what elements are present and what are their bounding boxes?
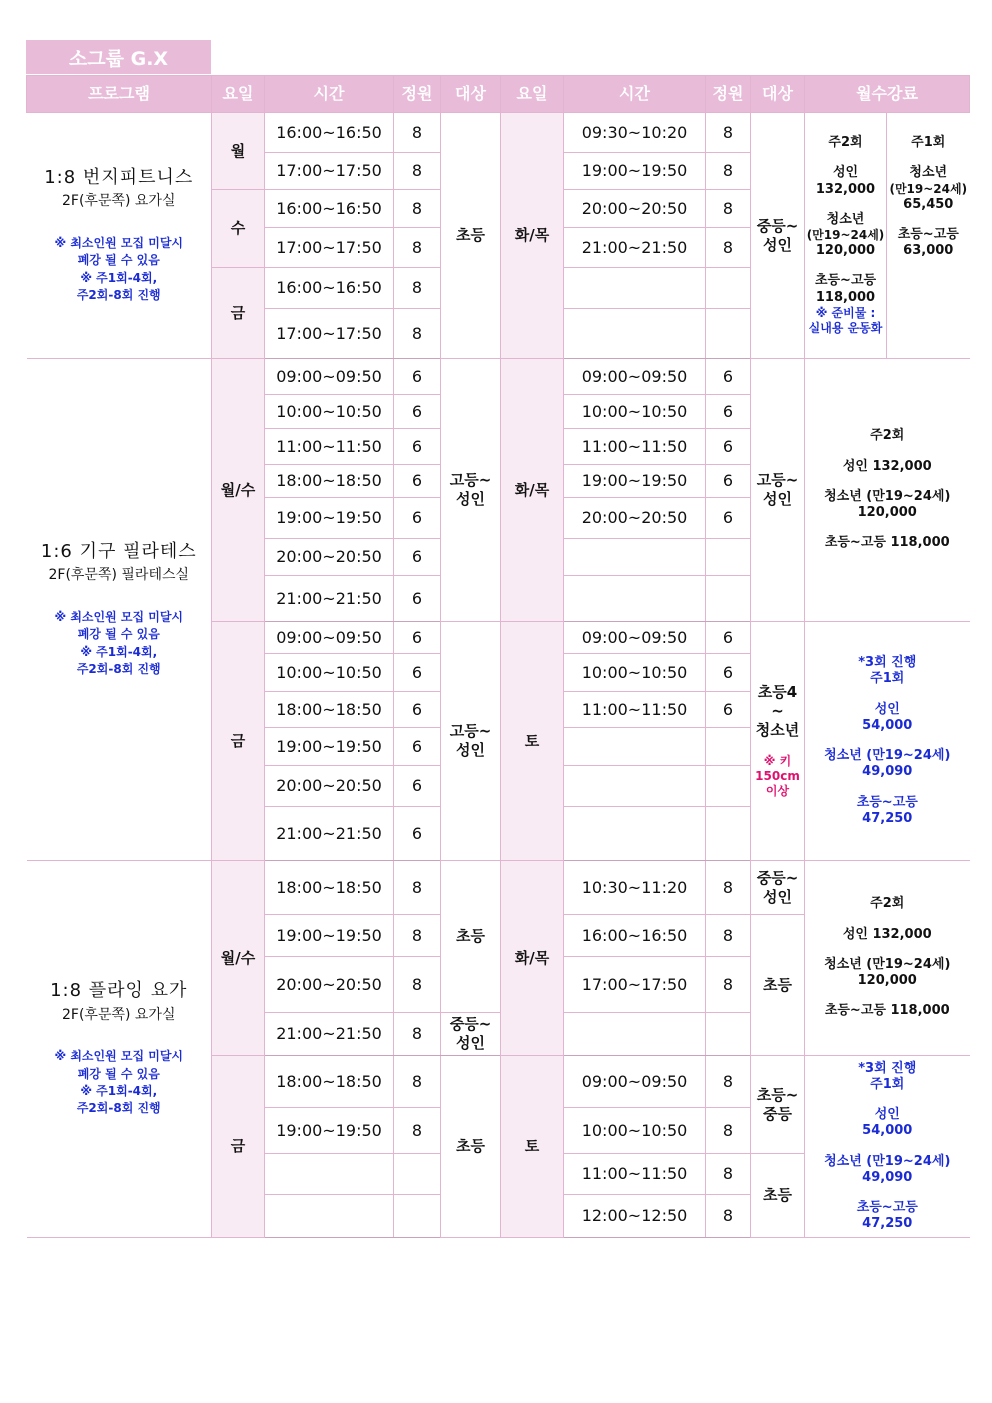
capacity-cell: 6 [706,395,751,429]
program-name: 1:8 플라잉 요가 [50,980,188,1002]
time-cell [564,268,706,309]
table-row [27,113,970,153]
target-cell [751,861,805,915]
program-note [27,609,212,679]
header-day-left: 요일 [212,76,265,113]
target-line: 중등~ [449,1015,492,1034]
time-cell: 16:00~16:50 [265,268,394,309]
target-line: 성인 [763,887,792,906]
time-cell: 09:00~09:50 [564,359,706,395]
capacity-cell [394,1195,441,1238]
page-title: 소그룹 G.X [26,40,211,74]
fee-line: 청소년 (만19~24세) [824,956,951,972]
target-cell [751,113,805,359]
height-note: 이상 [765,783,790,798]
program-location: 2F(후문쪽) 요가실 [62,193,176,210]
time-cell: 16:00~16:50 [265,190,394,228]
capacity-cell: 6 [394,539,441,576]
time-cell: 09:00~09:50 [265,359,394,395]
program-note [27,235,212,305]
time-cell: 09:00~09:50 [265,622,394,654]
time-cell: 10:30~11:20 [564,861,706,915]
note-line: 주2회-8회 진행 [76,1101,161,1116]
fee-line: (만19~24세) [889,181,968,196]
header-monthly-fee: 월수강료 [805,76,970,113]
target-cell [751,1056,805,1154]
program-name: 1:6 기구 필라테스 [40,540,197,562]
target-line: 고등~ [449,722,492,741]
fee-line: 49,090 [862,1169,913,1185]
time-cell: 17:00~17:50 [265,309,394,359]
header-time-left: 시간 [265,76,394,113]
time-cell: 21:00~21:50 [265,807,394,861]
note-line: ※ 최소인원 모집 미달시 [54,235,184,250]
capacity-cell: 8 [394,190,441,228]
capacity-cell: 8 [706,1195,751,1238]
fee-note: ※ 준비물 : [815,305,876,320]
capacity-cell: 8 [706,1154,751,1195]
note-line: 폐강 될 수 있음 [77,253,160,268]
capacity-cell: 6 [394,728,441,766]
capacity-cell: 6 [394,692,441,728]
time-cell [564,807,706,861]
time-cell [564,309,706,359]
time-cell: 21:00~21:50 [265,1013,394,1056]
time-cell [265,1154,394,1195]
time-cell: 11:00~11:50 [564,429,706,465]
time-cell [564,576,706,622]
fee-line: 초등~고등 [856,794,918,810]
capacity-cell: 8 [706,915,751,957]
table-header-row [27,76,970,113]
target-line: 중등~ [756,868,799,887]
capacity-cell: 6 [706,622,751,654]
time-cell: 20:00~20:50 [564,190,706,228]
fee-line: 주2회 [870,428,905,444]
time-cell: 16:00~16:50 [265,113,394,153]
target-cell [441,622,501,861]
header-day-right: 요일 [501,76,564,113]
fee-line: 주1회 [870,671,905,687]
note-line: ※ 주1회-4회, [80,270,158,285]
day-cell: 월/수 [212,359,265,622]
program-name: 1:8 번지피트니스 [44,166,194,188]
target-line: 초등4 [757,683,798,702]
fee-line: 성인 [874,1107,900,1122]
capacity-cell: 6 [394,807,441,861]
fee-line: 주1회 [870,1076,905,1092]
note-line: 폐강 될 수 있음 [77,627,160,642]
fee-line: 초등~고등 118,000 [824,1003,950,1019]
header-time-right: 시간 [564,76,706,113]
header-program: 프로그램 [27,76,212,113]
target-cell [441,359,501,622]
time-cell: 10:00~10:50 [564,654,706,692]
target-line: 고등~ [756,471,799,490]
fee-line: 초등~고등 [897,226,959,242]
capacity-cell: 6 [394,766,441,807]
target-cell: 초등 [441,113,501,359]
note-line: 폐강 될 수 있음 [77,1066,160,1081]
fee-line: 주1회 [911,135,946,150]
capacity-cell: 8 [394,1108,441,1154]
fee-line: 초등~고등 [814,273,877,289]
capacity-cell: 8 [394,915,441,957]
day-cell: 월 [212,113,265,190]
time-cell [564,539,706,576]
fee-line: 성인 [832,165,859,181]
capacity-cell [706,728,751,766]
fee-line: 132,000 [815,181,876,197]
capacity-cell: 8 [394,153,441,190]
capacity-cell: 6 [394,465,441,498]
fee-line: 주2회 [828,135,863,151]
capacity-cell: 6 [706,498,751,539]
fee-line: 63,000 [903,243,954,258]
day-cell: 화/목 [501,359,564,622]
time-cell [265,1195,394,1238]
capacity-cell [706,766,751,807]
capacity-cell: 6 [394,654,441,692]
fee-line: 초등~고등 [856,1200,918,1215]
capacity-cell [706,268,751,309]
capacity-cell [706,309,751,359]
target-line: 중등~ [756,216,799,235]
target-cell: 초등 [441,1056,501,1238]
fee-line: 47,250 [862,810,913,826]
day-cell: 금 [212,1056,265,1238]
table-row [27,359,970,395]
capacity-cell: 8 [394,268,441,309]
target-line: 청소년 [755,720,800,739]
day-cell: 화/목 [501,861,564,1056]
table-row [27,861,970,915]
capacity-cell [706,807,751,861]
capacity-cell: 8 [394,309,441,359]
fee-line: 성인 [874,701,900,717]
fee-line: 성인 132,000 [842,458,932,474]
time-cell: 20:00~20:50 [564,498,706,539]
fee-line: 청소년 (만19~24세) [824,1153,951,1169]
time-cell: 18:00~18:50 [265,1056,394,1108]
schedule-table [26,75,970,1238]
note-line: ※ 주1회-4회, [80,1084,158,1098]
fee-once-weekly [887,113,970,359]
header-capacity-left: 정원 [394,76,441,113]
day-cell: 토 [501,622,564,861]
fee-line: 120,000 [815,243,876,259]
capacity-cell: 8 [706,190,751,228]
time-cell: 21:00~21:50 [564,228,706,268]
capacity-cell: 6 [394,576,441,622]
program-bungee [27,113,212,359]
target-cell: 초등 [441,861,501,1013]
capacity-cell: 6 [706,465,751,498]
fee-line: 54,000 [862,1123,913,1139]
capacity-cell: 8 [706,113,751,153]
day-cell: 화/목 [501,113,564,359]
header-capacity-right: 정원 [706,76,751,113]
target-line: ~ [771,702,784,721]
capacity-cell: 6 [706,359,751,395]
time-cell: 18:00~18:50 [265,465,394,498]
capacity-cell: 6 [706,429,751,465]
time-cell: 10:00~10:50 [265,395,394,429]
program-note [27,1048,212,1118]
capacity-cell: 8 [706,1056,751,1108]
note-line: ※ 최소인원 모집 미달시 [54,1049,184,1064]
time-cell: 09:00~09:50 [564,1056,706,1108]
header-target-right: 대상 [751,76,805,113]
fee-cell [805,861,970,1056]
day-cell: 토 [501,1056,564,1238]
fee-line: 54,000 [862,717,913,733]
fee-twice-weekly [805,113,887,359]
time-cell: 20:00~20:50 [265,766,394,807]
target-cell [441,1013,501,1056]
fee-line: 118,000 [815,289,876,305]
fee-line: 청소년 (만19~24세) [824,748,951,763]
fee-line: (만19~24세) [806,228,885,243]
time-cell: 21:00~21:50 [265,576,394,622]
capacity-cell: 8 [394,113,441,153]
day-cell: 금 [212,622,265,861]
fee-line: 초등~고등 118,000 [824,535,950,551]
note-line: ※ 주1회-4회, [80,644,158,659]
time-cell: 19:00~19:50 [265,1108,394,1154]
fee-line: 청소년 [909,165,948,181]
day-cell: 월/수 [212,861,265,1056]
fee-line: 120,000 [857,505,917,521]
fee-line: 47,250 [862,1216,913,1232]
capacity-cell: 6 [706,654,751,692]
time-cell: 11:00~11:50 [265,429,394,465]
program-location: 2F(후문쪽) 필라테스실 [48,567,190,584]
time-cell: 09:00~09:50 [564,622,706,654]
capacity-cell: 8 [706,957,751,1013]
time-cell: 19:00~19:50 [265,728,394,766]
time-cell: 11:00~11:50 [564,1154,706,1195]
time-cell: 20:00~20:50 [265,957,394,1013]
time-cell: 11:00~11:50 [564,692,706,728]
target-cell: 초등 [751,1154,805,1238]
time-cell: 19:00~19:50 [265,498,394,539]
capacity-cell: 8 [706,861,751,915]
capacity-cell [706,539,751,576]
capacity-cell: 6 [394,395,441,429]
time-cell: 10:00~10:50 [564,1108,706,1154]
fee-line: 49,090 [862,764,913,780]
time-cell [564,1013,706,1056]
time-cell: 18:00~18:50 [265,692,394,728]
capacity-cell [706,1013,751,1056]
capacity-cell [706,576,751,622]
capacity-cell: 8 [394,957,441,1013]
time-cell: 19:00~19:50 [564,465,706,498]
capacity-cell: 8 [394,1013,441,1056]
time-cell: 12:00~12:50 [564,1195,706,1238]
fee-line: 청소년 (만19~24세) [824,488,951,504]
capacity-cell [394,1154,441,1195]
target-cell [751,359,805,622]
fee-line: 65,450 [903,196,954,212]
capacity-cell: 8 [706,228,751,268]
capacity-cell: 6 [394,498,441,539]
capacity-cell: 6 [706,692,751,728]
target-line: 중등 [763,1104,792,1123]
time-cell: 19:00~19:50 [265,915,394,957]
capacity-cell: 6 [394,359,441,395]
fee-line: *3회 진행 [858,1060,917,1076]
time-cell: 17:00~17:50 [265,153,394,190]
target-line: 성인 [456,1034,485,1052]
height-note: 150cm [755,768,800,783]
note-line: ※ 최소인원 모집 미달시 [54,609,184,624]
time-cell [564,728,706,766]
time-cell: 10:00~10:50 [265,654,394,692]
fee-line: 성인 132,000 [842,926,932,942]
time-cell [564,766,706,807]
note-line: 주2회-8회 진행 [76,287,161,302]
note-line: 주2회-8회 진행 [76,661,161,676]
target-line: 성인 [763,490,792,508]
target-line: 성인 [456,741,485,759]
day-cell: 수 [212,190,265,268]
header-target-left: 대상 [441,76,501,113]
target-line: 성인 [763,235,792,254]
target-line: 성인 [456,490,485,508]
fee-line: 청소년 [826,211,865,227]
fee-cell [805,359,970,622]
target-cell [751,622,805,861]
capacity-cell: 8 [394,861,441,915]
target-line: 초등~ [756,1085,799,1104]
time-cell: 09:30~10:20 [564,113,706,153]
capacity-cell: 6 [394,622,441,654]
capacity-cell: 8 [394,1056,441,1108]
fee-line: 120,000 [857,973,917,989]
fee-line: 주2회 [870,896,905,912]
time-cell: 20:00~20:50 [265,539,394,576]
time-cell: 19:00~19:50 [564,153,706,190]
capacity-cell: 8 [394,228,441,268]
time-cell: 18:00~18:50 [265,861,394,915]
fee-cell [805,1056,970,1238]
target-cell: 초등 [751,915,805,1056]
time-cell: 10:00~10:50 [564,395,706,429]
day-cell: 금 [212,268,265,359]
time-cell: 16:00~16:50 [564,915,706,957]
capacity-cell: 6 [394,429,441,465]
program-pilates [27,359,212,861]
fee-cell [805,622,970,861]
fee-line: *3회 진행 [858,655,917,670]
fee-note: 실내용 운동화 [808,320,883,335]
capacity-cell: 8 [706,153,751,190]
time-cell: 17:00~17:50 [564,957,706,1013]
program-location: 2F(후문쪽) 요가실 [62,1006,176,1023]
target-line: 고등~ [449,471,492,490]
height-note: ※ 키 [763,753,792,768]
time-cell: 17:00~17:50 [265,228,394,268]
program-flying-yoga [27,861,212,1238]
capacity-cell: 8 [706,1108,751,1154]
